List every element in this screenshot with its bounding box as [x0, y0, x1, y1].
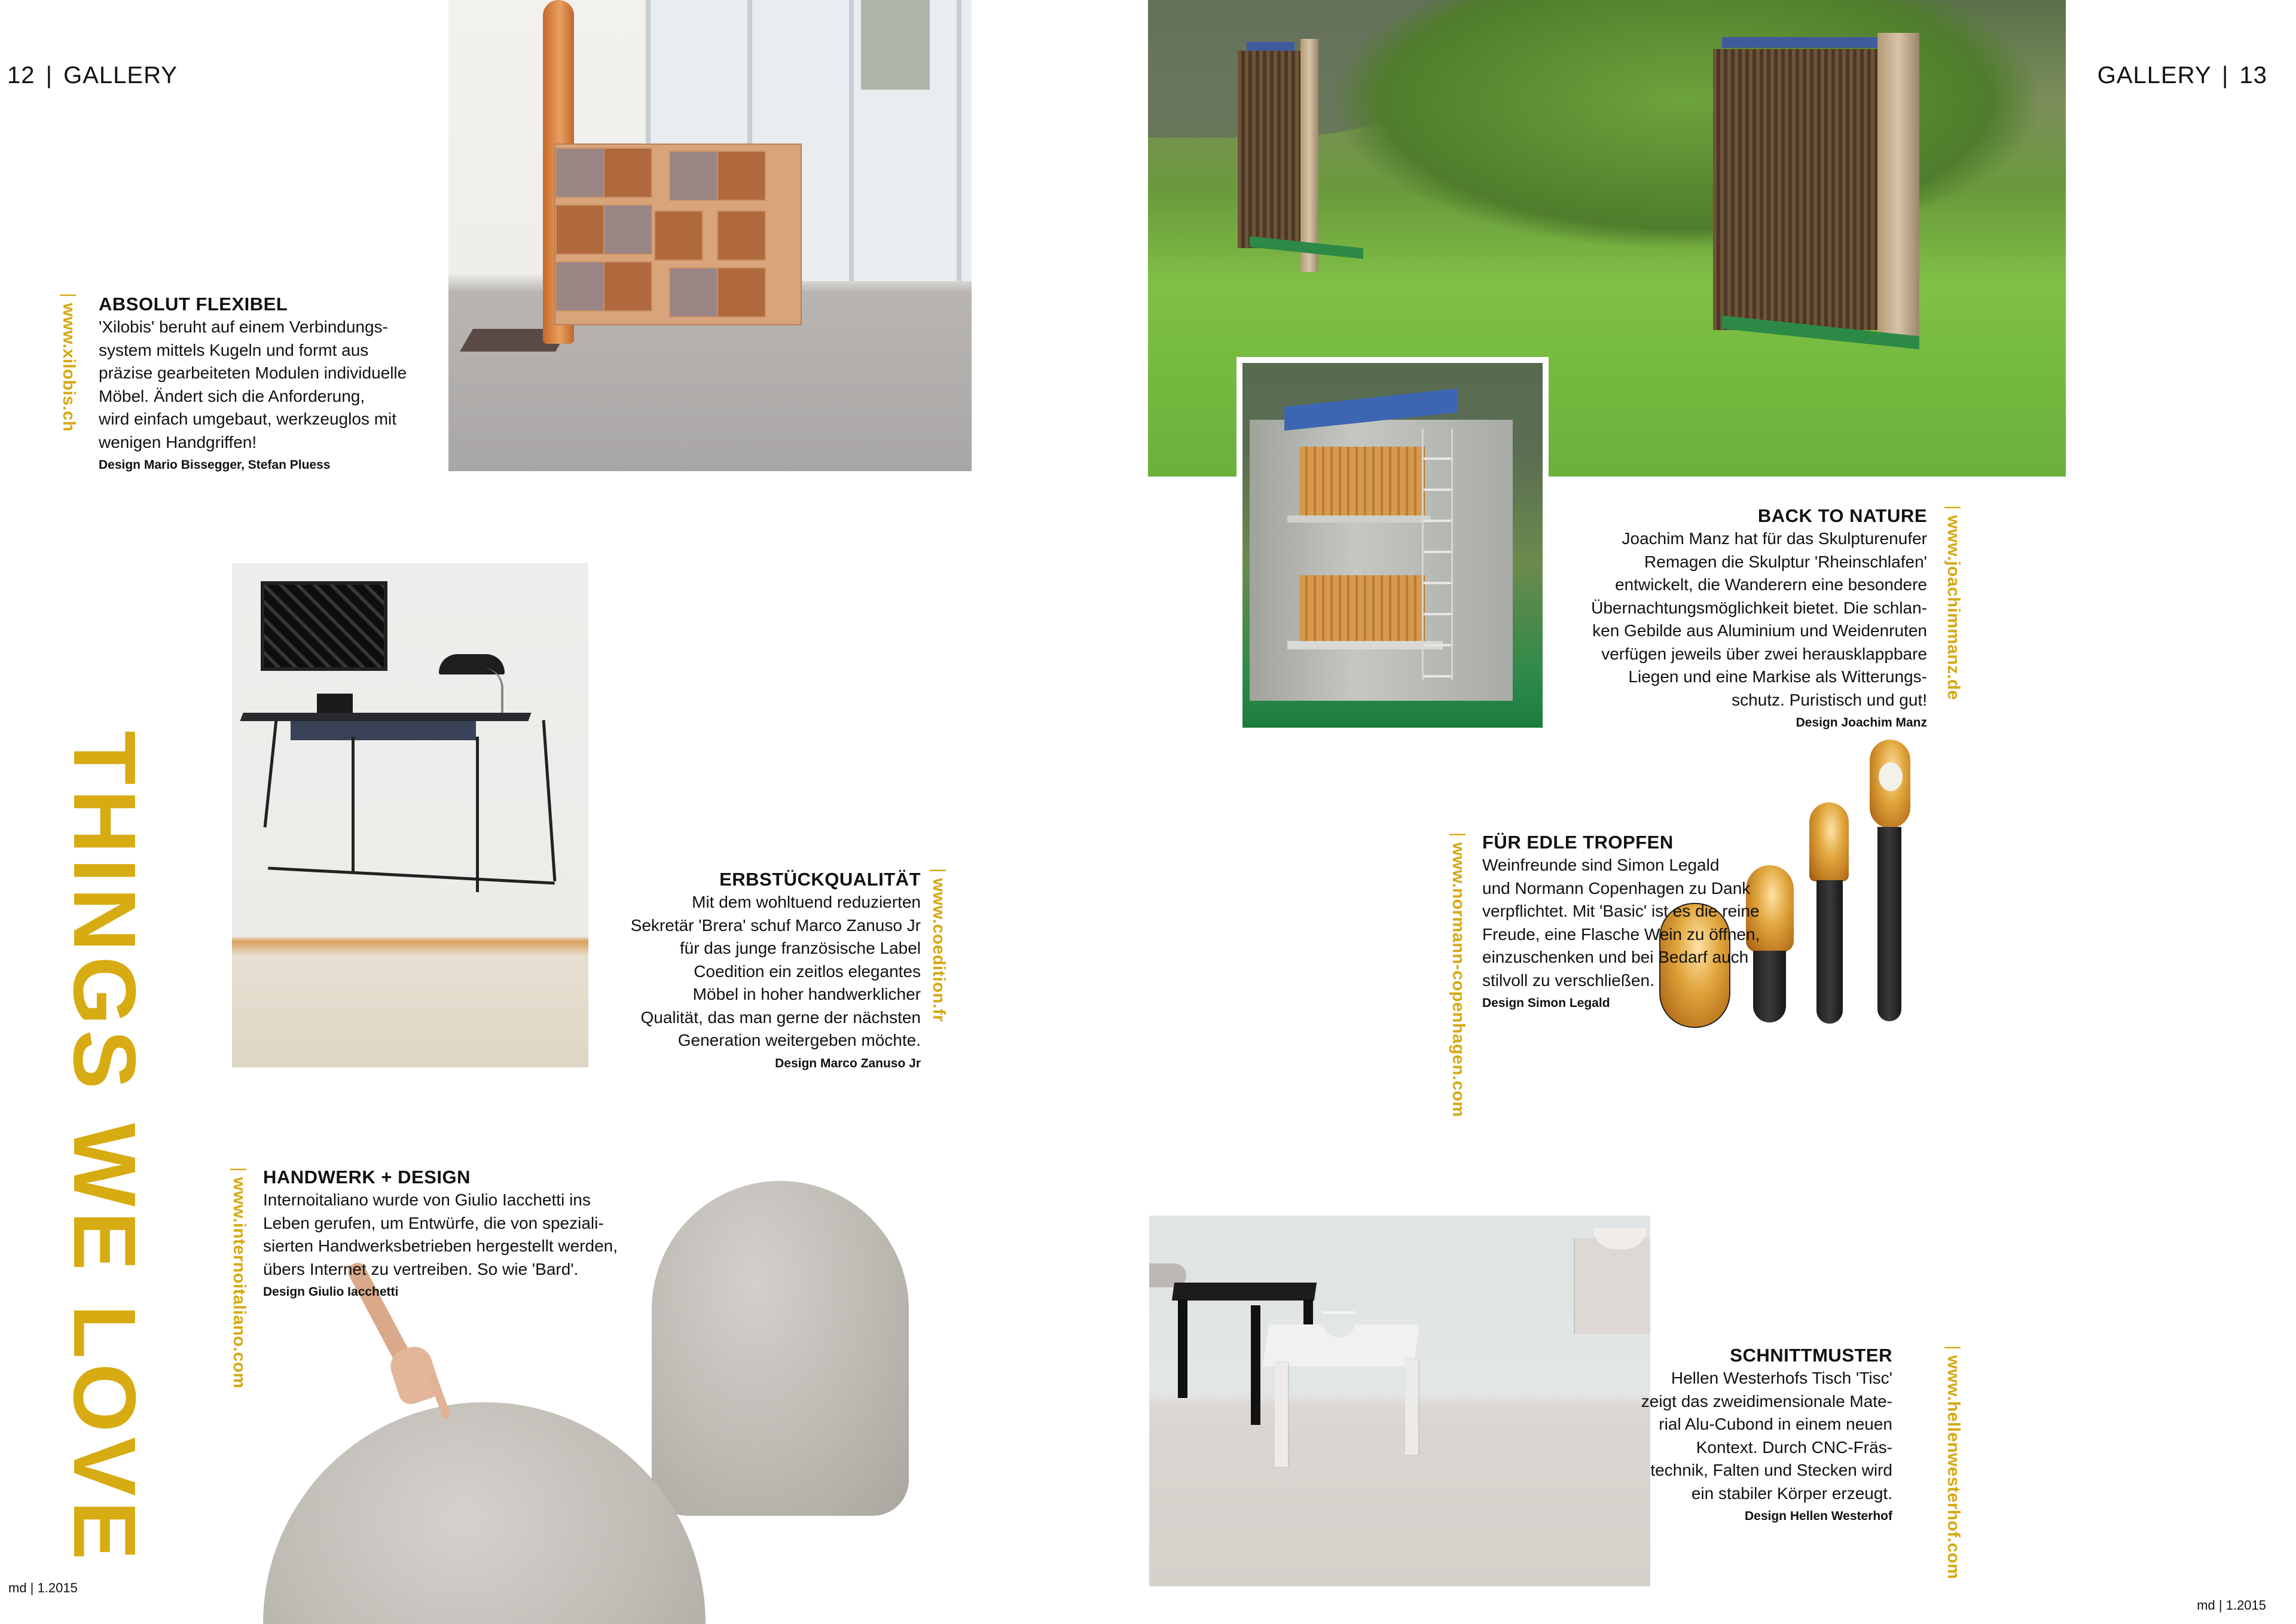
url-coedition[interactable]: | www.coedition.fr	[929, 868, 948, 1022]
folio-divider: |	[45, 62, 53, 88]
article-body: Hellen Westerhofs Tisch 'Tisc' zeigt das zweidimensionale Mate- rial Alu-Cubond in einem neuen Kontext. Durch CNC-Fräs- technik, Falten und Stecken wird ein stabiler Körper erzeugt.	[1641, 1369, 1892, 1503]
article-title: HANDWERK + DESIGN	[263, 1167, 471, 1188]
article-title: BACK TO NATURE	[1757, 505, 1927, 526]
section-label: GALLERY	[63, 62, 178, 88]
article-title: FÜR EDLE TROPFEN	[1482, 832, 1674, 853]
article-body: Weinfreunde sind Simon Legald und Normann Copenhagen zu Dank verpflichtet. Mit 'Basic' ist es die reine Freude, eine Flasche Wein zu öffnen, einzuschenken und bei Bedarf auch stilvoll zu verschließen.	[1482, 856, 1760, 990]
article-body: Joachim Manz hat für das Skulpturenufer Remagen die Skulptur 'Rheinschlafen' entwickelt, die Wanderern eine besondere Übernachtungsmöglichkeit bietet. Die schlan- ken Gebilde aus Aluminium und Weidenruten verfügen jeweils über zwei herausklappbare Liegen und eine Markise als Witterungs- schutz. Puristisch und gut!	[1591, 529, 1927, 709]
right-footer: md | 1.2015	[2197, 1598, 2266, 1613]
article-back-to-nature	[1591, 505, 1927, 733]
xilobis-shelf-photo	[448, 0, 972, 471]
pourer-base	[1816, 880, 1843, 1024]
article-absolut-flexibel	[99, 293, 407, 475]
desk-top	[240, 713, 531, 721]
folio-divider: |	[2221, 62, 2229, 88]
sleeping-unit-inset-photo	[1236, 357, 1549, 734]
article-credit: Design Joachim Manz	[1796, 716, 1927, 729]
tisc-tables-photo	[1149, 1216, 1650, 1586]
article-schnittmuster	[1641, 1344, 1892, 1527]
article-erbstueckqualitaet	[631, 868, 921, 1074]
article-credit: Design Hellen Westerhof	[1745, 1509, 1892, 1523]
page-number: 12	[7, 62, 35, 88]
article-title: ABSOLUT FLEXIBEL	[99, 294, 288, 315]
section-title: THINGS WE LOVE	[55, 731, 154, 1565]
right-page-folio	[2097, 62, 2267, 89]
page-number: 13	[2239, 62, 2267, 88]
url-normann-copenhagen[interactable]: | www.normann-copenhagen.com	[1449, 832, 1468, 1118]
left-page-folio	[7, 62, 178, 89]
url-hellenwesterhof[interactable]: | www.hellenwesterhof.com	[1944, 1345, 1963, 1580]
url-internoitaliano[interactable]: | www.internoitaliano.com	[230, 1167, 249, 1389]
corkscrew-handle	[1877, 827, 1901, 1021]
article-title: SCHNITTMUSTER	[1730, 1345, 1892, 1366]
section-label: GALLERY	[2097, 62, 2211, 88]
modular-shelf	[554, 144, 802, 325]
article-title: ERBSTÜCKQUALITÄT	[719, 869, 921, 890]
corkscrew-hole	[1879, 762, 1903, 791]
brera-desk-photo	[232, 563, 588, 1067]
framed-artwork	[261, 581, 387, 671]
left-footer: md | 1.2015	[8, 1580, 78, 1595]
article-credit: Design Marco Zanuso Jr	[775, 1056, 921, 1070]
pourer-top	[1809, 802, 1849, 881]
url-xilobis[interactable]: | www.xilobis.ch	[59, 293, 78, 432]
black-table	[1172, 1283, 1317, 1301]
bard-stool-front	[263, 1402, 706, 1624]
article-credit: Design Mario Bissegger, Stefan Pluess	[99, 458, 331, 472]
url-joachimmanz[interactable]: | www.joachimmanz.de	[1944, 505, 1963, 700]
article-body: Mit dem wohltuend reduzierten Sekretär 'Brera' schuf Marco Zanuso Jr für das junge französische Label Coedition ein zeitlos elegantes Möbel in hoher handwerklicher Qualität, das man gerne der nächsten Generation weitergeben möchte.	[630, 893, 921, 1049]
article-fuer-edle-tropfen	[1482, 831, 1760, 1014]
article-credit: Design Giulio Iacchetti	[263, 1285, 399, 1299]
bard-stool-tall	[652, 1181, 909, 1516]
article-body: Internoitaliano wurde von Giulio Iacchetti ins Leben gerufen, um Entwürfe, die von speziali- sierten Handwerksbetrieben hergestellt werden, übers Internet zu vertreiben. So wie 'Bard'.	[263, 1190, 618, 1278]
article-handwerk-design	[263, 1166, 618, 1302]
article-credit: Design Simon Legald	[1482, 996, 1610, 1010]
article-body: 'Xilobis' beruht auf einem Verbindungs- system mittels Kugeln und formt aus präzise gearbeiteten Modulen individuelle Möbel. Ändert sich die Anforderung, wird einfach umgebaut, werkzeuglos mit wenigen Handgriffen!	[99, 318, 407, 451]
